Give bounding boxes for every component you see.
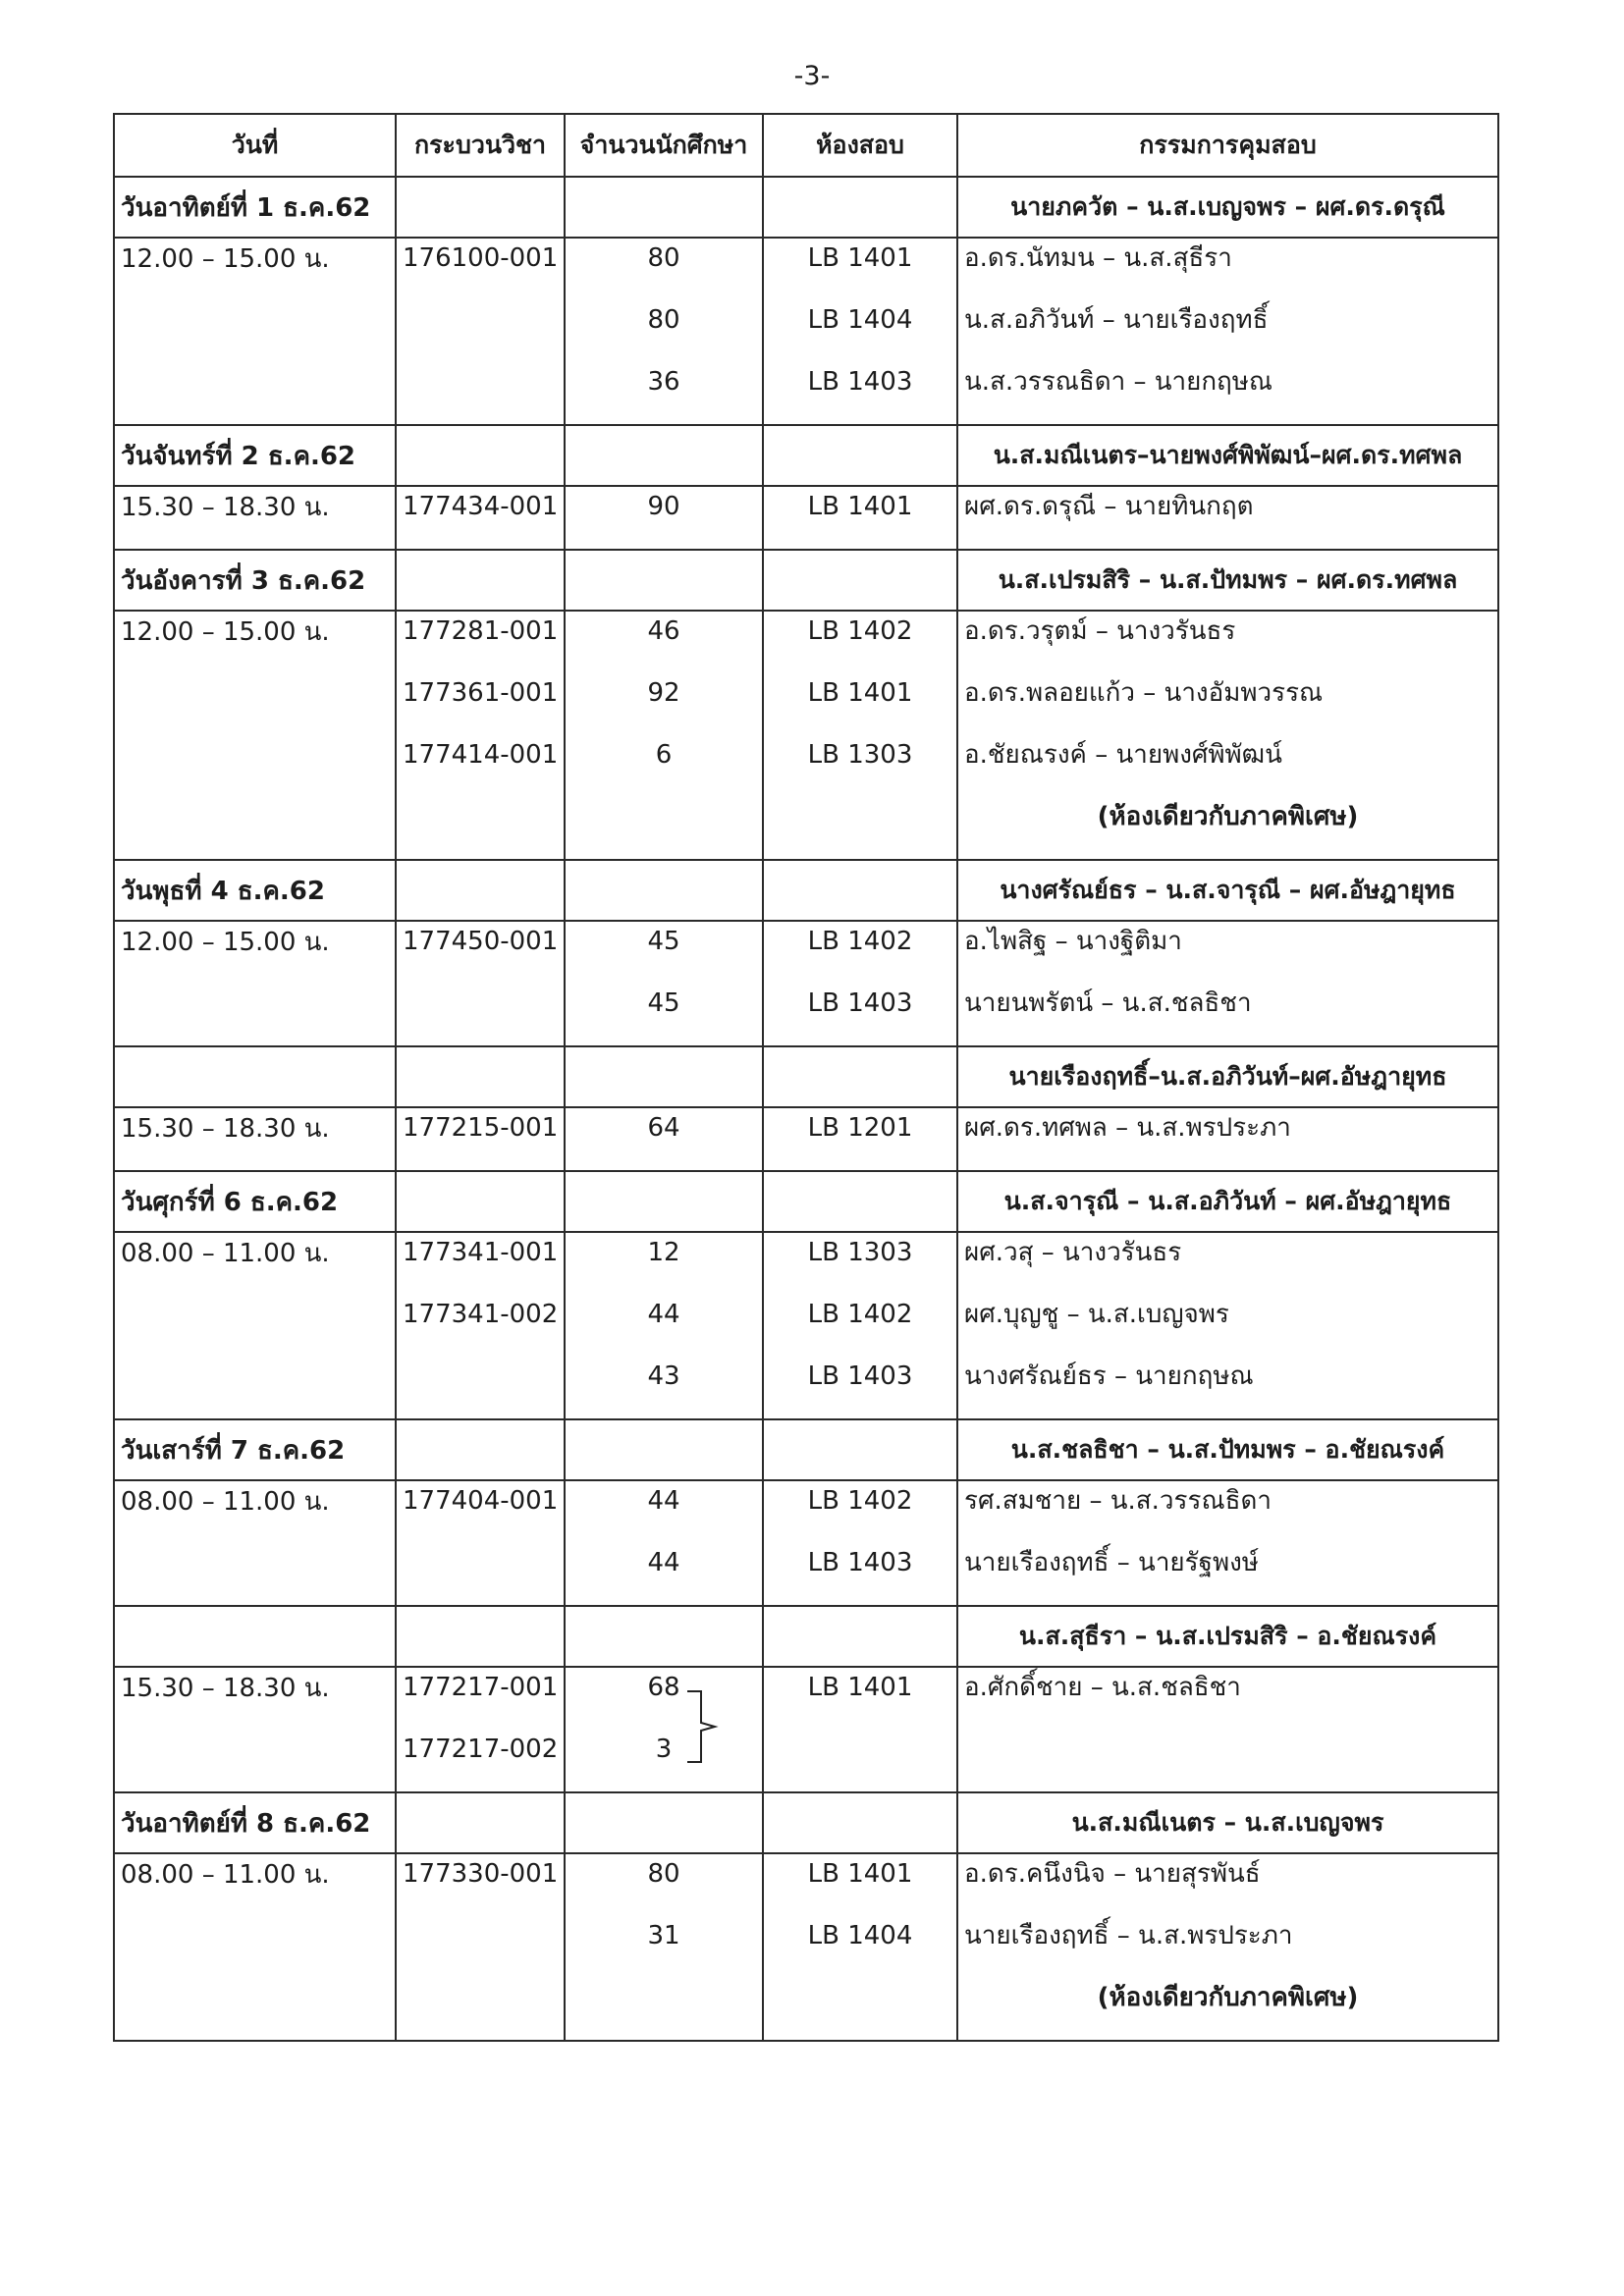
- count-cell: [565, 1667, 763, 1792]
- course-code: 177341-002: [403, 1300, 559, 1329]
- proctor-pair: อ.ไพสิฐ – นางฐิติมา: [964, 927, 1182, 956]
- empty-cell: [763, 1046, 957, 1107]
- room-cell: [763, 238, 957, 425]
- student-count: 46: [647, 616, 680, 646]
- course-cell: [396, 238, 565, 425]
- exam-room: LB 1401: [807, 492, 913, 521]
- course-code: [403, 1543, 558, 1605]
- exam-room: LB 1401: [807, 1859, 913, 1889]
- day-head-proctors: นางศรัณย์ธร – น.ส.จารุณี – ผศ.อัษฎายุทธ: [957, 860, 1498, 921]
- course-cell: [396, 1107, 565, 1171]
- student-count: 80: [647, 243, 680, 273]
- header-proctors: กรรมการคุมสอบ: [957, 114, 1498, 177]
- day-row: [114, 1171, 1498, 1232]
- empty-cell: [763, 177, 957, 238]
- course-code: [403, 1357, 558, 1418]
- count-cell: [565, 1107, 763, 1171]
- exam-room: LB 1403: [807, 1362, 913, 1391]
- course-code: 177330-001: [403, 1859, 559, 1889]
- student-count: 68: [647, 1673, 680, 1702]
- proctor-cell: [957, 1107, 1498, 1171]
- proctor-pair: อ.ดร.คนึงนิจ – นายสุรพันธ์: [964, 1859, 1261, 1889]
- empty-cell: [763, 425, 957, 486]
- exam-time: 15.30 – 18.30 น.: [114, 1107, 396, 1171]
- course-cell: [396, 1232, 565, 1419]
- exam-room: LB 1401: [807, 243, 913, 273]
- course-code: [403, 1916, 558, 1978]
- empty-cell: [396, 1171, 565, 1232]
- proctor-cell: [957, 1480, 1498, 1606]
- exam-time: 08.00 – 11.00 น.: [114, 1232, 396, 1419]
- session-row: [114, 486, 1498, 550]
- proctor-pair: อ.ชัยณรงค์ – นายพงศ์พิพัฒน์: [964, 740, 1282, 770]
- proctor-cell: [957, 238, 1498, 425]
- session-row: [114, 1667, 1498, 1792]
- day-head-proctors: น.ส.ชลธิชา – น.ส.ปัทมพร – อ.ชัยณรงค์: [957, 1419, 1498, 1480]
- student-count: 44: [647, 1486, 680, 1516]
- student-count: 36: [647, 367, 680, 397]
- empty-cell: [565, 550, 763, 611]
- course-code: 177217-001: [403, 1673, 559, 1702]
- day-head-proctors: น.ส.จารุณี – น.ส.อภิวันท์ – ผศ.อัษฎายุทธ: [957, 1171, 1498, 1232]
- student-count: 80: [647, 305, 680, 335]
- session-row: [114, 1853, 1498, 2041]
- proctor-cell: [957, 1853, 1498, 2041]
- day-head-proctors: น.ส.เปรมสิริ – น.ส.ปัทมพร – ผศ.ดร.ทศพล: [957, 550, 1498, 611]
- course-cell: [396, 1853, 565, 2041]
- course-code: 177414-001: [403, 740, 559, 770]
- proctor-pair: นายนพรัตน์ – น.ส.ชลธิชา: [964, 988, 1252, 1018]
- empty-cell: [565, 1171, 763, 1232]
- exam-room: LB 1201: [807, 1113, 913, 1143]
- course-code: 177434-001: [403, 492, 559, 521]
- student-count: 3: [655, 1735, 673, 1764]
- empty-cell: [396, 1046, 565, 1107]
- student-count: 80: [647, 1859, 680, 1889]
- empty-cell: [565, 177, 763, 238]
- course-code: 177361-001: [403, 678, 559, 708]
- count-cell: [565, 1853, 763, 2041]
- proctor-pair: นายเรืองฤทธิ์ – น.ส.พรประภา: [964, 1921, 1293, 1950]
- exam-time: 15.30 – 18.30 น.: [114, 1667, 396, 1792]
- day-label: วันอาทิตย์ที่ 8 ธ.ค.62: [114, 1792, 396, 1853]
- empty-cell: [763, 1171, 957, 1232]
- header-date: วันที่: [114, 114, 396, 177]
- proctor-pair: นางศรัณย์ธร – นายกฤษณ: [964, 1362, 1254, 1391]
- header-course: กระบวนวิชา: [396, 114, 565, 177]
- student-count: 64: [647, 1113, 680, 1143]
- proctor-pair: น.ส.อภิวันท์ – นายเรืองฤทธิ์: [964, 305, 1269, 335]
- course-code: 177341-001: [403, 1238, 559, 1267]
- count-cell: [565, 486, 763, 550]
- proctor-cell: [957, 611, 1498, 860]
- exam-room: LB 1403: [807, 988, 913, 1018]
- proctor-pair: อ.ศักดิ์ชาย – น.ส.ชลธิชา: [964, 1673, 1241, 1702]
- proctor-pair: อ.ดร.พลอยแก้ว – นางอัมพวรรณ: [964, 678, 1324, 708]
- exam-room: LB 1303: [807, 740, 913, 770]
- exam-room: LB 1402: [807, 927, 913, 956]
- proctor-pair: น.ส.วรรณธิดา – นายกฤษณ: [964, 367, 1273, 397]
- room-cell: [763, 1480, 957, 1606]
- student-count: 31: [647, 1921, 680, 1950]
- session-row: [114, 1480, 1498, 1606]
- exam-time: 08.00 – 11.00 น.: [114, 1853, 396, 2041]
- day-head-proctors: นายภควัต – น.ส.เบญจพร – ผศ.ดร.ดรุณี: [957, 177, 1498, 238]
- exam-time: 08.00 – 11.00 น.: [114, 1480, 396, 1606]
- day-row: [114, 860, 1498, 921]
- student-count: 44: [647, 1548, 680, 1577]
- empty-cell: [396, 425, 565, 486]
- student-count: 43: [647, 1362, 680, 1391]
- count-cell: [565, 611, 763, 860]
- exam-time: 12.00 – 15.00 น.: [114, 611, 396, 860]
- empty-cell: [565, 1792, 763, 1853]
- exam-room: LB 1401: [807, 678, 913, 708]
- exam-room: LB 1303: [807, 1238, 913, 1267]
- day-row: [114, 425, 1498, 486]
- empty-cell: [565, 425, 763, 486]
- course-code: 177281-001: [403, 616, 559, 646]
- empty-cell: [396, 1792, 565, 1853]
- empty-cell: [565, 860, 763, 921]
- count-cell: [565, 238, 763, 425]
- exam-time: 12.00 – 15.00 น.: [114, 921, 396, 1046]
- room-cell: [763, 1232, 957, 1419]
- schedule-body: [114, 177, 1498, 2041]
- empty-cell: [396, 177, 565, 238]
- proctor-pair: ผศ.บุญชู – น.ส.เบญจพร: [964, 1300, 1229, 1329]
- exam-time: 12.00 – 15.00 น.: [114, 238, 396, 425]
- exam-room: [770, 1730, 950, 1791]
- proctor-pair: นายเรืองฤทธิ์ – นายรัฐพงษ์: [964, 1548, 1259, 1577]
- room-cell: [763, 1853, 957, 2041]
- combined-section-bracket: [685, 1687, 725, 1766]
- exam-room: LB 1403: [807, 1548, 913, 1577]
- course-cell: [396, 611, 565, 860]
- session-row: [114, 1107, 1498, 1171]
- empty-cell: [396, 860, 565, 921]
- student-count: 92: [647, 678, 680, 708]
- day-label: วันพุธที่ 4 ธ.ค.62: [114, 860, 396, 921]
- spacer: [403, 797, 558, 859]
- empty-cell: [396, 1606, 565, 1667]
- exam-room: LB 1404: [807, 1921, 913, 1950]
- session-row: [114, 611, 1498, 860]
- day-row: [114, 1792, 1498, 1853]
- student-count: 45: [647, 927, 680, 956]
- proctor-cell: [957, 1232, 1498, 1419]
- room-cell: [763, 921, 957, 1046]
- course-cell: [396, 921, 565, 1046]
- count-cell: [565, 1232, 763, 1419]
- proctor-pair: ผศ.วสุ – นางวรันธร: [964, 1238, 1182, 1267]
- spacer: [403, 1978, 558, 2040]
- page-number: -3-: [793, 61, 831, 91]
- session-row: [114, 238, 1498, 425]
- day-row: [114, 550, 1498, 611]
- header-exam-room: ห้องสอบ: [763, 114, 957, 177]
- room-cell: [763, 486, 957, 550]
- empty-cell: [565, 1419, 763, 1480]
- exam-room: LB 1402: [807, 616, 913, 646]
- course-code: [403, 984, 558, 1045]
- day-row: [114, 1606, 1498, 1667]
- proctor-pair: ผศ.ดร.ดรุณี – นายทินกฤต: [964, 492, 1254, 521]
- day-label: [114, 1046, 396, 1107]
- day-label: วันอาทิตย์ที่ 1 ธ.ค.62: [114, 177, 396, 238]
- empty-cell: [396, 1419, 565, 1480]
- count-cell: [565, 921, 763, 1046]
- proctor-cell: [957, 1667, 1498, 1792]
- session-row: [114, 1232, 1498, 1419]
- day-row: [114, 1419, 1498, 1480]
- day-label: วันเสาร์ที่ 7 ธ.ค.62: [114, 1419, 396, 1480]
- header-row: [114, 114, 1498, 177]
- room-cell: [763, 1667, 957, 1792]
- course-code: 177215-001: [403, 1113, 559, 1143]
- course-code: [403, 362, 558, 424]
- proctor-pair: ผศ.ดร.ทศพล – น.ส.พรประภา: [964, 1113, 1291, 1143]
- proctor-pair: รศ.สมชาย – น.ส.วรรณธิดา: [964, 1486, 1272, 1516]
- day-head-proctors: น.ส.มณีเนตร – น.ส.เบญจพร: [957, 1792, 1498, 1853]
- proctor-cell: [957, 486, 1498, 550]
- exam-time: 15.30 – 18.30 น.: [114, 486, 396, 550]
- day-label: วันศุกร์ที่ 6 ธ.ค.62: [114, 1171, 396, 1232]
- exam-schedule-table: [113, 113, 1499, 2042]
- empty-cell: [565, 1046, 763, 1107]
- header-student-count: จำนวนนักศึกษา: [565, 114, 763, 177]
- empty-cell: [763, 550, 957, 611]
- course-code: 176100-001: [403, 243, 559, 273]
- student-count: 12: [647, 1238, 680, 1267]
- student-count: 90: [647, 492, 680, 521]
- proctor-pair: อ.ดร.วรุตม์ – นางวรันธร: [964, 616, 1236, 646]
- empty-cell: [763, 860, 957, 921]
- course-code: [403, 300, 558, 362]
- course-code: 177217-002: [403, 1735, 559, 1764]
- room-note: (ห้องเดียวกับภาคพิเศษ): [1097, 1983, 1359, 2012]
- day-label: [114, 1606, 396, 1667]
- course-cell: [396, 1667, 565, 1792]
- empty-cell: [763, 1419, 957, 1480]
- exam-room: LB 1402: [807, 1486, 913, 1516]
- empty-cell: [763, 1606, 957, 1667]
- course-cell: [396, 1480, 565, 1606]
- day-row: [114, 177, 1498, 238]
- exam-room: LB 1401: [807, 1673, 913, 1702]
- day-label: วันอังคารที่ 3 ธ.ค.62: [114, 550, 396, 611]
- empty-cell: [763, 1792, 957, 1853]
- course-code: 177404-001: [403, 1486, 559, 1516]
- course-cell: [396, 486, 565, 550]
- empty-cell: [396, 550, 565, 611]
- student-count: 45: [647, 988, 680, 1018]
- proctor-cell: [957, 921, 1498, 1046]
- day-head-proctors: น.ส.มณีเนตร–นายพงศ์พิพัฒน์–ผศ.ดร.ทศพล: [957, 425, 1498, 486]
- room-note: (ห้องเดียวกับภาคพิเศษ): [1097, 802, 1359, 831]
- empty-cell: [565, 1606, 763, 1667]
- count-cell: [565, 1480, 763, 1606]
- proctor-pair: [964, 1730, 1491, 1791]
- proctor-pair: อ.ดร.นัทมน – น.ส.สุธีรา: [964, 243, 1232, 273]
- exam-room: LB 1403: [807, 367, 913, 397]
- student-count: 6: [655, 740, 673, 770]
- course-code: 177450-001: [403, 927, 559, 956]
- day-head-proctors: น.ส.สุธีรา – น.ส.เปรมสิริ – อ.ชัยณรงค์: [957, 1606, 1498, 1667]
- day-head-proctors: นายเรืองฤทธิ์–น.ส.อภิวันท์–ผศ.อัษฎายุทธ: [957, 1046, 1498, 1107]
- room-cell: [763, 1107, 957, 1171]
- day-row: [114, 1046, 1498, 1107]
- exam-room: LB 1404: [807, 305, 913, 335]
- student-count: 44: [647, 1300, 680, 1329]
- session-row: [114, 921, 1498, 1046]
- room-cell: [763, 611, 957, 860]
- day-label: วันจันทร์ที่ 2 ธ.ค.62: [114, 425, 396, 486]
- exam-room: LB 1402: [807, 1300, 913, 1329]
